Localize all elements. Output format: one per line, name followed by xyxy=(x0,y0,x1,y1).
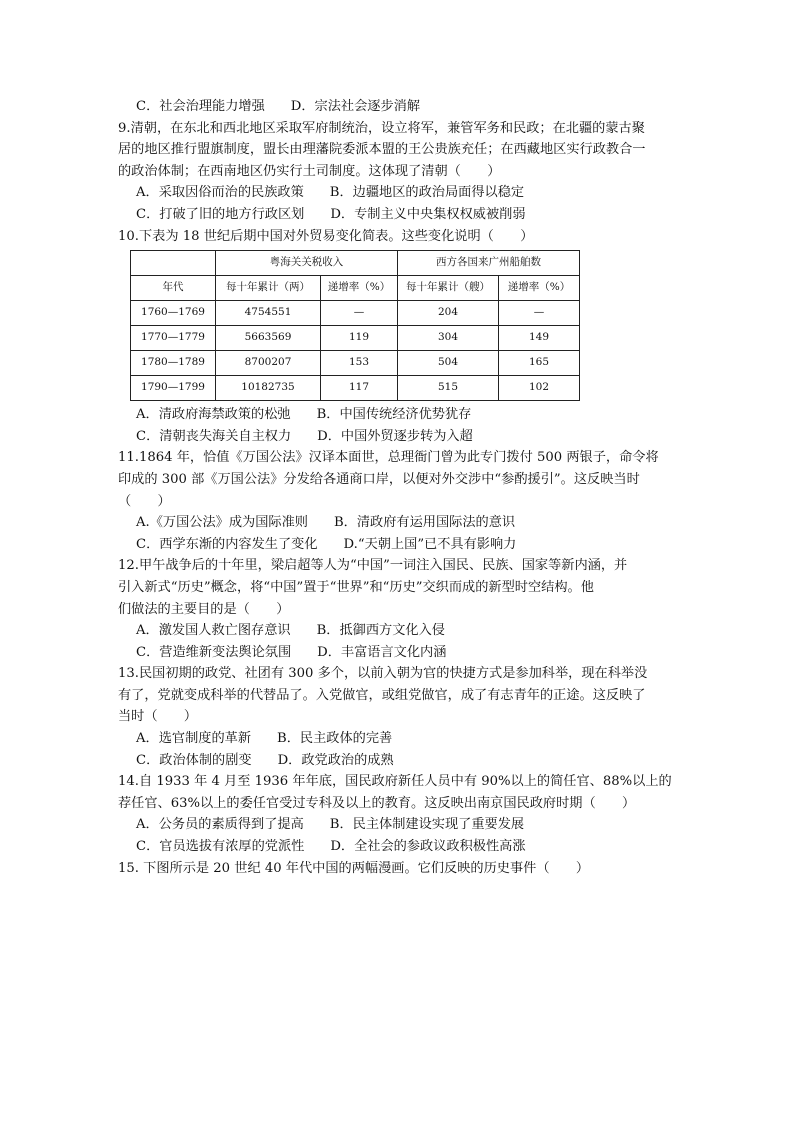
q13-stem-line: 有了，党就变成科举的代替品了。入党做官，或组党做官，成了有志青年的正途。这反映了 xyxy=(118,687,646,703)
table-cell: 204 xyxy=(398,301,499,326)
table-cell: 1770—1779 xyxy=(131,326,216,351)
q13-option-b: B．民主政体的完善 xyxy=(277,731,393,747)
table-cell: 1790—1799 xyxy=(131,376,216,401)
q13-option-d: D．政党政治的成熟 xyxy=(277,752,394,768)
table-cell: 119 xyxy=(321,326,398,351)
q11-stem-line: 印成的 300 部《万国公法》分发给各通商口岸，以便对外交涉中“参酌援引”。这反映当时 xyxy=(118,471,640,487)
q10-option-a: A．清政府海禁政策的松弛 xyxy=(136,407,291,423)
q9-options-row xyxy=(118,182,678,204)
q12-stem-line: 引入新式“历史”概念，将“中国”置于“世界”和“历史”交织而成的新型时空结构。他 xyxy=(118,579,594,595)
table-cell: 165 xyxy=(499,351,580,376)
q14-option-d: D．全社会的参政议政积极性高涨 xyxy=(330,839,526,855)
q8-option-d: D．宗法社会逐步消解 xyxy=(290,99,421,114)
q11-stem-line: 11.1864 年，恰值《万国公法》汉译本面世，总理衙门曾为此专门拨付 500 两银子，命令将 xyxy=(118,450,659,466)
q14-stem-line: 14.自 1933 年 4 月至 1936 年年底，国民政府新任人员中有 90%以上的简任官、88%以上的 xyxy=(118,774,672,790)
q10-options-row xyxy=(118,426,678,448)
table-cell: 1760—1769 xyxy=(131,301,216,326)
q14-stem-line: 荐任官、63%以上的委任官受过专科及以上的教育。这反映出南京国民政府时期（ ） xyxy=(118,795,636,811)
q13-options-row xyxy=(118,728,678,750)
table-cell: 149 xyxy=(499,326,580,351)
q8-option-c: C．社会治理能力增强 xyxy=(136,99,265,114)
table-header: 递增率（%） xyxy=(499,276,580,301)
q12-option-a: A．激发国人救亡图存意识 xyxy=(136,623,291,639)
table-cell: — xyxy=(499,301,580,326)
q12-option-c: C．营造维新变法舆论氛围 xyxy=(136,644,292,660)
q13-stem-line: 当时（ ） xyxy=(118,709,198,725)
q12-options-row xyxy=(118,642,678,664)
table-cell: 102 xyxy=(499,376,580,401)
q12-options-row xyxy=(118,620,678,642)
table-cell: — xyxy=(321,301,398,326)
table-cell: 5663569 xyxy=(216,326,321,351)
table-cell: 504 xyxy=(398,351,499,376)
table-header-year: 年代 xyxy=(131,276,216,301)
q13-option-a: A．选官制度的革新 xyxy=(136,731,252,747)
q14-options-row xyxy=(118,836,678,858)
q8-options xyxy=(118,96,678,118)
table-group-header: 粤海关关税收入 xyxy=(216,251,398,276)
question-9 xyxy=(118,118,678,226)
q14-option-a: A．公务员的素质得到了提高 xyxy=(136,817,304,833)
q12-stem-line: 12.甲午战争后的十年里，梁启超等人为“中国”一词注入国民、民族、国家等新内涵，并 xyxy=(118,558,628,574)
q13-option-c: C．政治体制的剧变 xyxy=(136,752,252,768)
trade-table xyxy=(130,250,580,401)
q10-options-row xyxy=(118,404,678,426)
table-cell: 117 xyxy=(321,376,398,401)
table-cell: 1780—1789 xyxy=(131,351,216,376)
q9-stem-line: 的政治体制；在西南地区仍实行土司制度。这体现了清朝（ ） xyxy=(118,163,501,179)
q14-option-c: C．官员选拔有浓厚的党派性 xyxy=(136,839,305,855)
q9-option-a: A．采取因俗而治的民族政策 xyxy=(136,185,304,201)
table-row xyxy=(131,326,580,351)
question-13 xyxy=(118,663,678,771)
question-12 xyxy=(118,555,678,663)
q10-stem-line: 10.下表为 18 世纪后期中国对外贸易变化简表。这些变化说明（ ） xyxy=(118,228,534,244)
table-corner-cell xyxy=(131,251,216,276)
q11-option-c: C．西学东渐的内容发生了变化 xyxy=(136,536,318,552)
q9-option-c: C．打破了旧的地方行政区划 xyxy=(136,206,305,222)
q9-stem-line: 9.清朝，在东北和西北地区采取军府制统治，设立将军，兼管军务和民政；在北疆的蒙古聚 xyxy=(118,120,645,136)
q9-stem-line: 居的地区推行盟旗制度，盟长由理藩院委派本盟的王公贵族充任；在西藏地区实行政教合一 xyxy=(118,142,646,158)
table-row xyxy=(131,351,580,376)
table-cell: 8700207 xyxy=(216,351,321,376)
q12-option-b: B．抵御西方文化入侵 xyxy=(316,623,445,639)
q11-option-b: B．清政府有运用国际法的意识 xyxy=(333,515,516,531)
question-10 xyxy=(118,226,678,448)
q11-options-row xyxy=(118,512,678,534)
q11-option-d: D.“天朝上国”已不具有影响力 xyxy=(343,536,517,552)
question-14 xyxy=(118,771,678,857)
table-header: 每十年累计（两） xyxy=(216,276,321,301)
q11-options-row xyxy=(118,534,678,556)
q13-stem-line: 13.民国初期的政党、社团有 300 多个，以前入朝为官的快捷方式是参加科举，现在科举没 xyxy=(118,666,648,682)
question-11 xyxy=(118,447,678,555)
q13-options-row xyxy=(118,750,678,772)
q12-option-d: D．丰富语言文化内涵 xyxy=(317,644,447,660)
table-cell: 4754551 xyxy=(216,301,321,326)
table-cell: 304 xyxy=(398,326,499,351)
q9-option-d: D．专制主义中央集权权威被削弱 xyxy=(330,206,526,222)
q9-options-row xyxy=(118,204,678,226)
table-row xyxy=(131,376,580,401)
q14-options-row xyxy=(118,814,678,836)
exam-page xyxy=(118,96,678,879)
table-cell: 515 xyxy=(398,376,499,401)
table-group-header: 西方各国来广州船舶数 xyxy=(398,251,580,276)
q12-stem-line: 们做法的主要目的是（ ） xyxy=(118,601,290,617)
q10-option-d: D．中国外贸逐步转为入超 xyxy=(317,428,473,444)
table-row xyxy=(131,301,580,326)
question-15 xyxy=(118,858,678,880)
q14-option-b: B．民主体制建设实现了重要发展 xyxy=(329,817,525,833)
q11-stem-line: （ ） xyxy=(118,493,171,509)
table-cell: 153 xyxy=(321,351,398,376)
q15-stem-line: 15. 下图所示是 20 世纪 40 年代中国的两幅漫画。它们反映的历史事件（ ） xyxy=(118,860,590,876)
q11-option-a: A.《万国公法》成为国际准则 xyxy=(136,515,308,531)
table-header: 每十年累计（艘） xyxy=(398,276,499,301)
q9-option-b: B．边疆地区的政治局面得以稳定 xyxy=(329,185,525,201)
q10-option-c: C．清朝丧失海关自主权力 xyxy=(136,428,292,444)
q10-option-b: B．中国传统经济优势犹存 xyxy=(316,407,472,423)
table-cell: 10182735 xyxy=(216,376,321,401)
table-header: 递增率（%） xyxy=(321,276,398,301)
